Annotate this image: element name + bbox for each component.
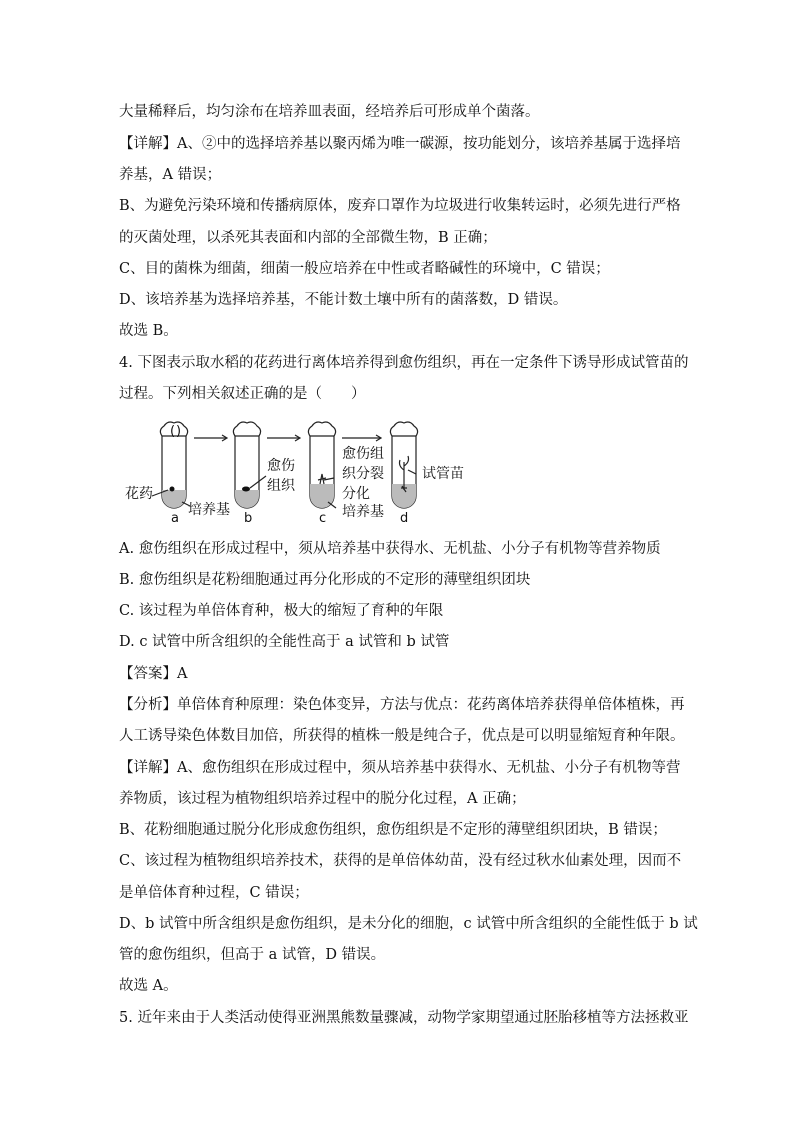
explanation-line: 管的愈伤组织，但高于 a 试管，D 错误。: [119, 947, 386, 963]
text-line: C、目的菌株为细菌，细菌一般应培养在中性或者略碱性的环境中，C 错误；: [119, 261, 610, 277]
differentiation-label-2: 织分裂: [342, 466, 384, 482]
explanation-line: 是单倍体育种过程，C 错误；: [119, 885, 309, 901]
test-tube-a: [160, 422, 187, 508]
explanation-line: C、该过程为植物组织培养技术，获得的是单倍体幼苗，没有经过秋水仙素处理，因而不: [119, 853, 682, 869]
question-4-stem: 过程。下列相关叙述正确的是（ ）: [119, 386, 366, 402]
differentiation-label-3: 分化: [342, 486, 370, 502]
medium-label-2: 培养基: [342, 504, 384, 520]
text-line: D、该培养基为选择培养基，不能计数土壤中所有的菌落数，D 错误。: [119, 292, 568, 308]
explanation-line: 【详解】A、愈伤组织在形成过程中，须从培养基中获得水、无机盐、小分子有机物等营: [119, 760, 681, 776]
tissue-culture-figure: [120, 418, 480, 528]
tube-b-label: b: [244, 511, 253, 526]
analysis-line: 人工诱导染色体数目加倍，所获得的植株一般是纯合子，优点是可以明显缩短育种年限。: [119, 728, 685, 744]
medium-label-1: 培养基: [188, 502, 230, 518]
seedling-label: 试管苗: [422, 466, 464, 482]
callus-label-1: 愈伤: [267, 458, 295, 474]
svg-text:(: (: [170, 424, 176, 439]
option-a: A. 愈伤组织在形成过程中，须从培养基中获得水、无机盐、小分子有机物等营养物质: [119, 541, 661, 557]
question-4-stem: 4. 下图表示取水稻的花药进行离体培养得到愈伤组织，再在一定条件下诱导形成试管苗的: [119, 355, 689, 371]
test-tube-b: [233, 422, 260, 508]
conclusion-line: 故选 A。: [119, 978, 178, 994]
anther-label: 花药: [125, 486, 153, 502]
explanation-line: D、b 试管中所含组织是愈伤组织，是未分化的细胞，c 试管中所含组织的全能性低于 b 试: [119, 916, 698, 932]
text-line: 养基，A 错误；: [119, 167, 222, 183]
differentiation-label-1: 愈伤组: [342, 446, 384, 462]
text-line: 【详解】A、②中的选择培养基以聚丙烯为唯一碳源，按功能划分，该培养基属于选择培: [119, 136, 681, 152]
test-tube-d: [390, 422, 417, 508]
explanation-line: B、花粉细胞通过脱分化形成愈伤组织，愈伤组织是不定形的薄壁组织团块，B 错误；: [119, 822, 667, 838]
answer-line: 【答案】A: [119, 666, 188, 682]
svg-text:): ): [176, 424, 182, 439]
question-5-stem: 5. 近年来由于人类活动使得亚洲黑熊数量骤减，动物学家期望通过胚胎移植等方法拯救亚: [119, 1010, 689, 1026]
explanation-line: 养物质，该过程为植物组织培养过程中的脱分化过程，A 正确；: [119, 791, 526, 807]
text-line: 故选 B。: [119, 323, 178, 339]
tube-c-label: c: [319, 511, 327, 526]
callus-label-2: 组织: [267, 478, 295, 494]
text-line: 大量稀释后，均匀涂布在培养皿表面，经培养后可形成单个菌落。: [119, 104, 540, 120]
tube-d-label: d: [400, 511, 409, 526]
analysis-line: 【分析】单倍体育种原理：染色体变异，方法与优点：花药离体培养获得单倍体植株，再: [119, 697, 685, 713]
option-b: B. 愈伤组织是花粉细胞通过再分化形成的不定形的薄壁组织团块: [119, 572, 531, 588]
text-line: B、为避免污染环境和传播病原体，废弃口罩作为垃圾进行收集转运时，必须先进行严格: [119, 198, 681, 214]
option-d: D. c 试管中所含组织的全能性高于 a 试管和 b 试管: [119, 634, 450, 650]
text-line: 的灭菌处理，以杀死其表面和内部的全部微生物，B 正确；: [119, 230, 497, 246]
option-c: C. 该过程为单倍体育种，极大的缩短了育种的年限: [119, 603, 444, 619]
test-tube-c: [308, 422, 335, 508]
tube-a-label: a: [171, 511, 179, 526]
